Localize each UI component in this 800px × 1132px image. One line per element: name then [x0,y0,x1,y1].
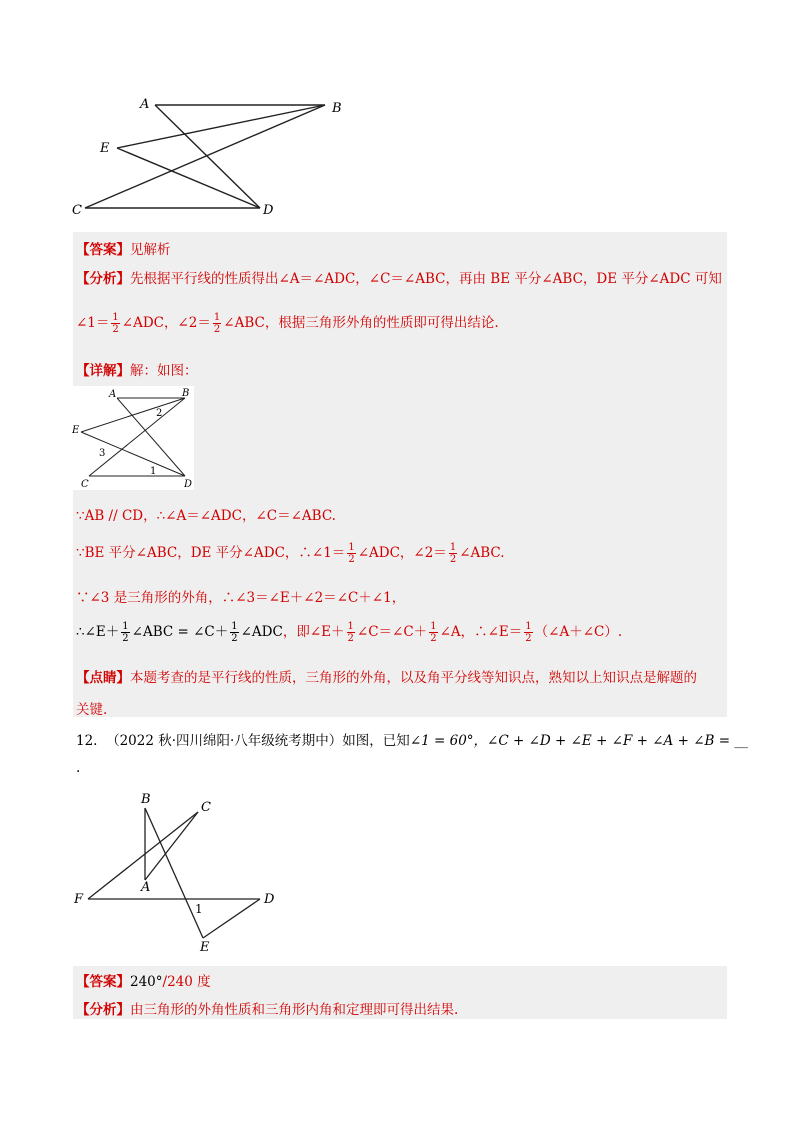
answer-blank[interactable]: __ [734,733,748,749]
label-e: E [100,141,110,156]
proof-line-4: ∴∠E＋ $\frac{1}{2}$ ∠ABC = ∠C＋ $\frac{1}{2}$ ∠ADC，即∠E＋ $\frac{1}{2}$ ∠C＝∠C＋ $\frac{1}{2}$ ∠A，∴∠E＝ $\frac{1}{2}$ （∠A＋∠C）. [76,621,623,644]
figure-1 [60,90,360,220]
proof-line-1: ∵AB // CD，∴∠A＝∠ADC，∠C＝∠ABC. [76,508,336,524]
question-12: 12. （2022 秋·四川绵阳·八年级统考期中）如图，已知∠1 = 60°，∠C + ∠D + ∠E + ∠F + ∠A + ∠B = __ [76,733,748,749]
svg-text:A: A [109,389,117,400]
svg-text:F: F [74,892,84,907]
fraction-half: $\frac{1}{2}$ [112,312,119,335]
svg-text:1: 1 [195,902,203,916]
svg-text:B: B [141,792,151,807]
svg-text:2: 2 [156,408,163,419]
svg-text:1: 1 [150,466,157,477]
svg-text:D: D [264,892,275,907]
svg-text:3: 3 [99,448,106,459]
analysis-1-line-2: ∠1＝ $\frac{1}{2}$ ∠ADC，∠2＝ $\frac{1}{2}$ ∠ABC，根据三角形外角的性质即可得出结论. [76,312,499,335]
svg-text:C: C [201,800,211,815]
analysis-12: 【分析】由三角形的外角性质和三角形内角和定理即可得出结果. [76,1002,459,1018]
segment-ad [155,105,260,208]
label-b: B [332,101,342,116]
fraction-half: $\frac{1}{2}$ [213,312,221,335]
proof-line-3: ∵∠3 是三角形的外角，∴∠3＝∠E＋∠2＝∠C＋∠1， [76,590,406,606]
segment-bc [85,105,325,208]
answer-12: 【答案】240°/240 度 [76,974,211,990]
svg-text:E: E [200,940,210,955]
svg-text:C: C [81,479,89,490]
svg-text:A: A [141,880,151,895]
svg-text:D: D [184,479,193,490]
svg-text:E: E [72,425,80,436]
label-d: D [263,203,274,218]
comment-1-line-2: 关键. [76,702,108,718]
question-12-end: . [76,760,81,776]
label-c: C [72,203,82,218]
segment-ed [117,148,260,208]
svg-text:B: B [182,388,190,399]
label-a: A [140,97,150,112]
figure-2 [72,386,194,490]
proof-line-2: ∵BE 平分∠ABC，DE 平分∠ADC，∴∠1＝ $\frac{1}{2}$ ∠ADC，∠2＝ $\frac{1}{2}$ ∠ABC. [76,542,505,565]
answer-1: 【答案】见解析 [76,242,171,258]
detail-1: 【详解】解：如图： [76,363,198,379]
figure-3 [60,790,290,955]
comment-1-line-1: 【点睛】本题考查的是平行线的性质，三角形的外角，以及角平分线等知识点，熟知以上知识点是解题的 [76,670,697,686]
analysis-1-line-1: 【分析】先根据平行线的性质得出∠A＝∠ADC，∠C＝∠ABC，再由 BE 平分∠ABC，DE 平分∠ADC 可知 [76,271,722,287]
